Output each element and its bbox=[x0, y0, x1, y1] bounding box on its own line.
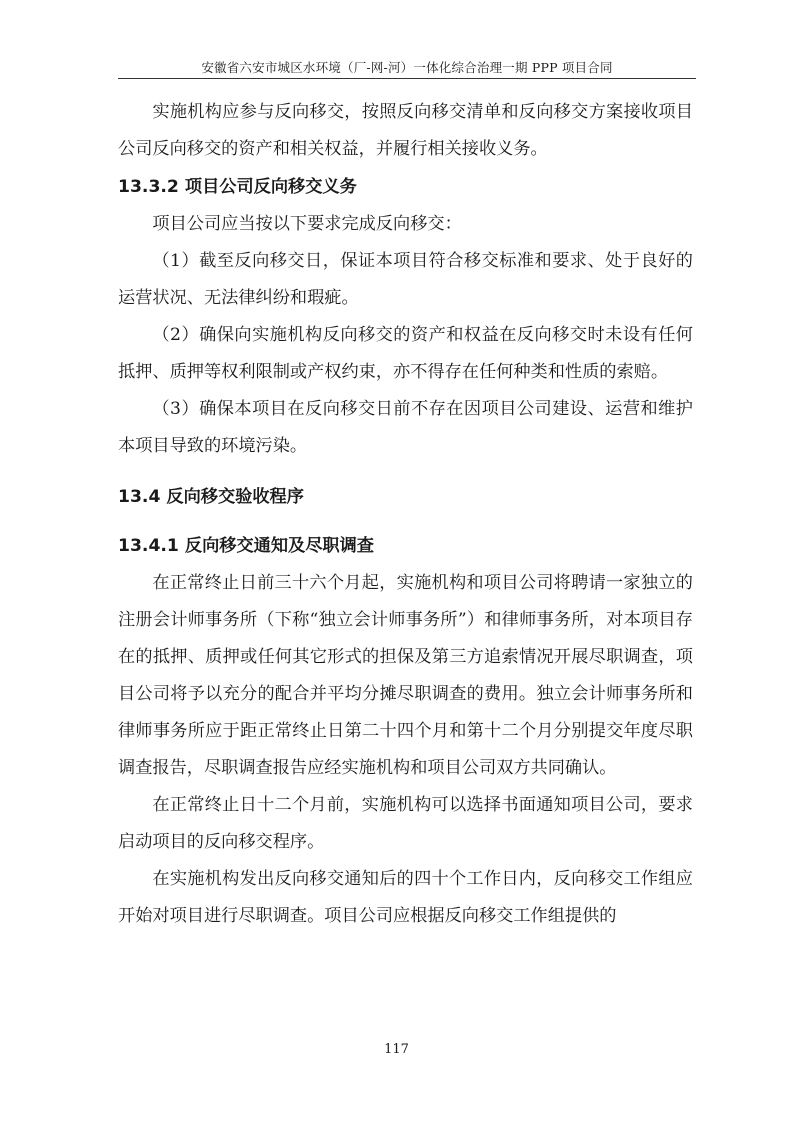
section-heading-13-4: 13.4 反向移交验收程序 bbox=[118, 487, 304, 507]
page-body bbox=[118, 94, 693, 935]
paragraph: 在正常终止日十二个月前，实施机构可以选择书面通知项目公司，要求启动项目的反向移交程序。 bbox=[118, 795, 693, 852]
running-header: 安徽省六安市城区水环境（厂-网-河）一体化综合治理一期 PPP 项目合同 bbox=[201, 60, 613, 75]
paragraph: 项目公司应当按以下要求完成反向移交： bbox=[152, 214, 462, 234]
section-heading-13-3-2: 13.3.2 项目公司反向移交义务 bbox=[118, 177, 357, 197]
paragraph: 在实施机构发出反向移交通知后的四十个工作日内，反向移交工作组应开始对项目进行尽职调查。项目公司应根据反向移交工作组提供的 bbox=[118, 869, 693, 926]
page-number: 117 bbox=[384, 1042, 409, 1057]
section-heading-13-4-1: 13.4.1 反向移交通知及尽职调查 bbox=[118, 536, 374, 556]
paragraph: 在正常终止日前三十六个月起，实施机构和项目公司将聘请一家独立的注册会计师事务所（下称“独立会计师事务所”）和律师事务所，对本项目存在的抵押、质押或任何其它形式的担保及第三方追索情况开展尽职调查，项目公司将予以充分的配合并平均分摊尽职调查的费用。独立会计师事务所和律师事务所应于距正常终止日第二十四个月和第十二个月分别提交年度尽职调查报告，尽职调查报告应经实施机构和项目公司双方共同确认。 bbox=[118, 573, 693, 778]
header-rule bbox=[118, 78, 696, 79]
paragraph: 实施机构应参与反向移交，按照反向移交清单和反向移交方案接收项目公司反向移交的资产和相关权益，并履行相关接收义务。 bbox=[118, 102, 693, 159]
list-item: （3）确保本项目在反向移交日前不存在因项目公司建设、运营和维护本项目导致的环境污染。 bbox=[118, 399, 693, 456]
list-item: （1）截至反向移交日，保证本项目符合移交标准和要求、处于良好的运营状况、无法律纠纷和瑕疵。 bbox=[118, 251, 693, 308]
list-item: （2）确保向实施机构反向移交的资产和权益在反向移交时未设有任何抵押、质押等权利限制或产权约束，亦不得存在任何种类和性质的索赔。 bbox=[118, 325, 693, 382]
